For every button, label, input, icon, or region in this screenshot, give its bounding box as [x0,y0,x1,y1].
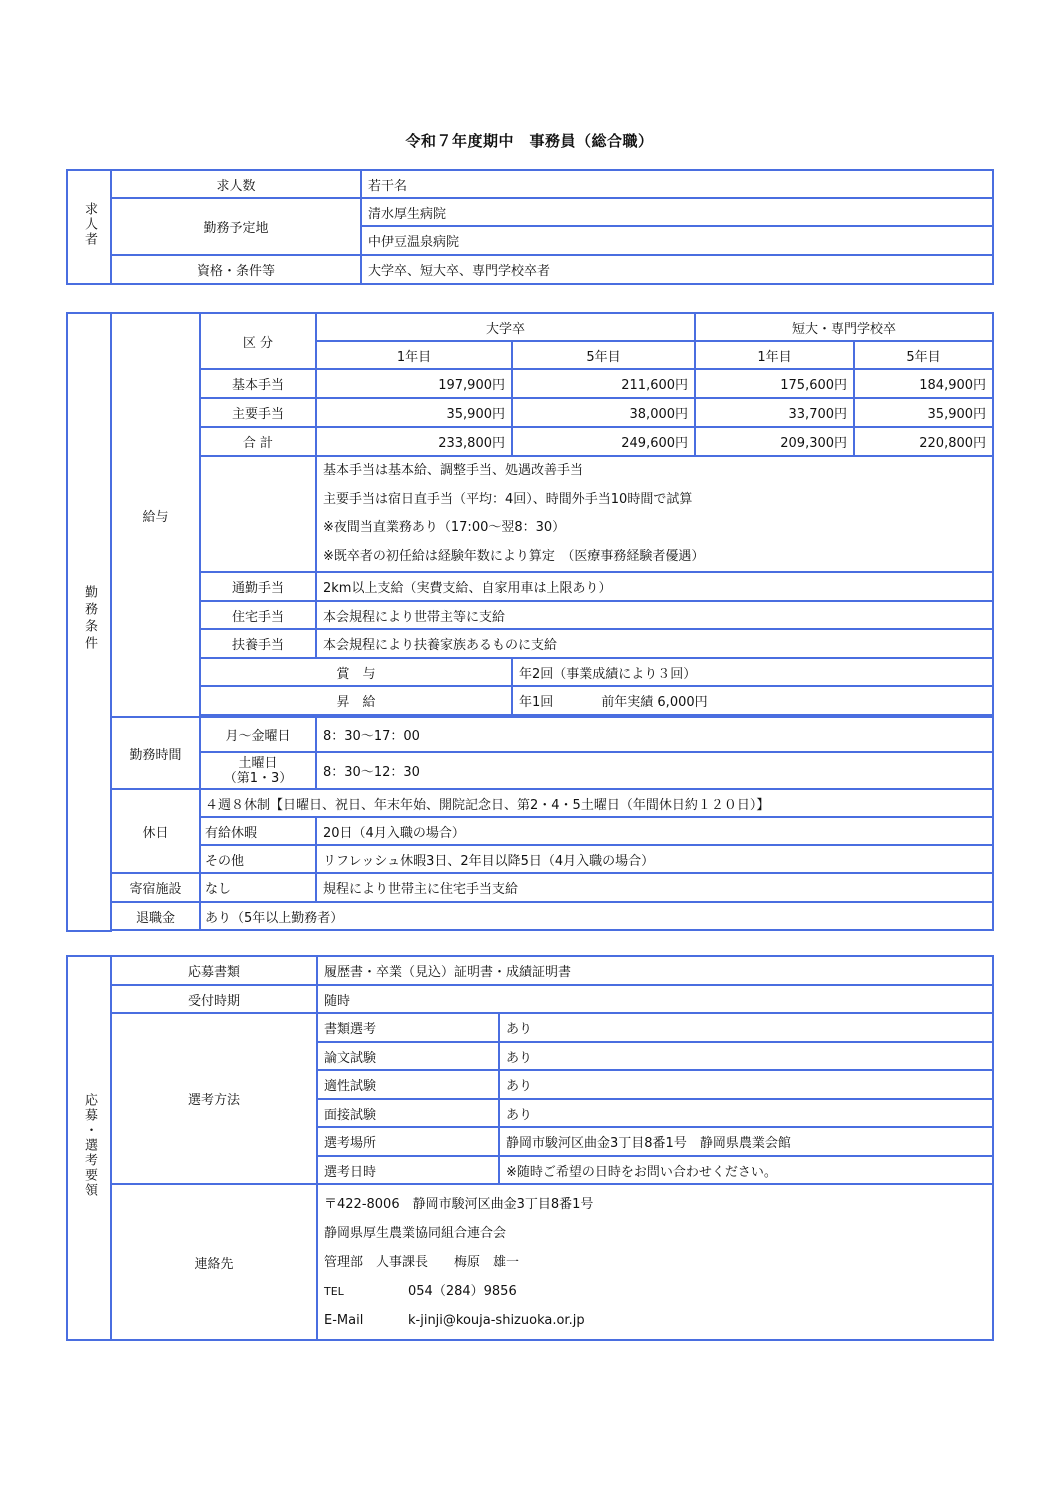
value-commute: 2km以上支給（実費支給、自家用車は上限あり） [316,572,993,601]
total-univ-1: 233,800円 [316,427,512,456]
total-jc-1: 209,300円 [695,427,854,456]
basic-jc-5: 184,900円 [854,369,993,398]
contact-mail-line [324,1306,986,1335]
value-location-shimizu: 清水厚生病院 [361,198,993,226]
mail-label: E-Mail [324,1312,364,1328]
sel-label-place: 選考場所 [317,1127,499,1156]
value-other-leave: リフレッシュ休暇3日、2年目以降5日（4月入職の場合） [316,845,993,873]
main-jc-5: 35,900円 [854,398,993,427]
label-selection: 選考方法 [111,1013,317,1184]
group-junior-college: 短大・専門学校卒 [695,313,993,341]
tel-label: TEL [324,1284,344,1298]
contact-block [317,1184,993,1340]
value-saturday: 8：30～12：30 [316,752,993,789]
row-label-basic: 基本手当 [200,369,316,398]
kubun-label: 区 分 [200,313,316,369]
work-conditions-table [66,312,994,932]
contact-address: 〒422-8006 静岡市駿河区曲金3丁目8番1号 [324,1196,594,1212]
label-holiday: 休日 [111,789,200,873]
label-recruit-count: 求人数 [111,170,361,198]
basic-univ-5: 211,600円 [512,369,695,398]
value-raise [512,686,993,715]
notes-blank [200,456,316,572]
value-location-nakaizu: 中伊豆温泉病院 [361,226,993,255]
value-docs: 履歴書・卒業（見込）証明書・成績証明書 [317,956,993,985]
saturday-line1: 土曜日 [238,755,278,771]
label-family: 扶養手当 [200,629,316,658]
salary-notes [316,456,993,572]
sel-value-docs: あり [499,1013,993,1042]
year-univ-5: 5年目 [512,341,695,369]
note-line: ※既卒者の初任給は経験年数により算定 （医療事務経験者優遇） [323,548,705,564]
value-dorm: なし [200,873,316,902]
recruit-side-label: 求人者 [67,170,111,284]
sel-value-aptitude: あり [499,1070,993,1099]
label-other-leave: その他 [200,845,316,873]
value-qualification: 大学卒、短大卒、専門学校卒者 [361,255,993,284]
label-saturday [200,752,316,789]
contact-tel-line [324,1277,986,1306]
label-raise: 昇 給 [200,686,512,715]
recruit-table [66,169,994,285]
sel-value-date: ※随時ご希望の日時をお問い合わせください。 [499,1156,993,1184]
value-housing: 本会規程により世帯主等に支給 [316,601,993,629]
sel-label-aptitude: 適性試験 [317,1070,499,1099]
main-jc-1: 33,700円 [695,398,854,427]
value-retire: あり（5年以上勤務者） [200,902,993,930]
main-univ-1: 35,900円 [316,398,512,427]
raise-value: 年1回 [519,695,554,710]
salary-label: 給与 [111,313,200,717]
label-housing: 住宅手当 [200,601,316,629]
row-label-main: 主要手当 [200,398,316,427]
value-recruit-count: 若干名 [361,170,993,198]
sel-label-docs: 書類選考 [317,1013,499,1042]
basic-jc-1: 175,600円 [695,369,854,398]
sel-value-essay: あり [499,1042,993,1070]
basic-univ-1: 197,900円 [316,369,512,398]
raise-extra: 前年実績 6,000円 [601,695,708,710]
label-contact: 連絡先 [111,1184,317,1340]
label-bonus: 賞 与 [200,658,512,686]
value-paid-leave: 20日（4月入職の場合） [316,817,993,845]
saturday-line2: （第1・3） [223,770,293,786]
note-dorm: 規程により世帯主に住宅手当支給 [316,873,993,902]
contact-org: 静岡県厚生農業協同組合連合会 [324,1225,507,1241]
value-family: 本会規程により扶養家族あるものに支給 [316,629,993,658]
row-label-total: 合 計 [200,427,316,456]
value-bonus: 年2回（事業成績により３回） [512,658,993,686]
note-line: ※夜間当直業務あり（17:00～翌8：30） [323,520,566,535]
label-qualification: 資格・条件等 [111,255,361,284]
total-univ-5: 249,600円 [512,427,695,456]
label-work-location: 勤務予定地 [111,198,361,255]
sel-label-date: 選考日時 [317,1156,499,1184]
sel-value-interview: あり [499,1099,993,1127]
contact-person: 管理部 人事課長 梅原 雄一 [324,1254,520,1270]
value-period: 随時 [317,985,993,1013]
tel-value: 054（284）9856 [408,1283,517,1299]
main-univ-5: 38,000円 [512,398,695,427]
label-docs: 応募書類 [111,956,317,985]
value-holiday-main: ４週８休制【日曜日、祝日、年末年始、開院記念日、第2・4・5土曜日（年間休日約１２０日）】 [200,789,993,817]
mail-value[interactable]: k-jinji@kouja-shizuoka.or.jp [408,1312,585,1328]
group-university: 大学卒 [316,313,695,341]
label-retire: 退職金 [111,902,200,930]
year-jc-5: 5年目 [854,341,993,369]
sel-label-interview: 面接試験 [317,1099,499,1127]
sel-value-place: 静岡市駿河区曲金3丁目8番1号 静岡県農業会館 [499,1127,993,1156]
label-hours: 勤務時間 [111,717,200,789]
sel-label-essay: 論文試験 [317,1042,499,1070]
note-line: 主要手当は宿日直手当（平均：4回）、時間外手当10時間で試算 [323,491,693,507]
application-table [66,955,994,1341]
year-jc-1: 1年目 [695,341,854,369]
apply-side-label: 応募・選考要領 [67,956,111,1340]
label-paid-leave: 有給休暇 [200,817,316,845]
label-weekday: 月～金曜日 [200,717,316,752]
label-commute: 通勤手当 [200,572,316,601]
total-jc-5: 220,800円 [854,427,993,456]
year-univ-1: 1年目 [316,341,512,369]
label-period: 受付時期 [111,985,317,1013]
work-side-label: 勤務条件 [67,313,111,931]
label-dorm: 寄宿施設 [111,873,200,902]
note-line: 基本手当は基本給、調整手当、処遇改善手当 [323,463,584,478]
value-weekday: 8：30～17：00 [316,717,993,752]
page-title: 令和７年度期中 事務員（総合職） [405,132,654,150]
